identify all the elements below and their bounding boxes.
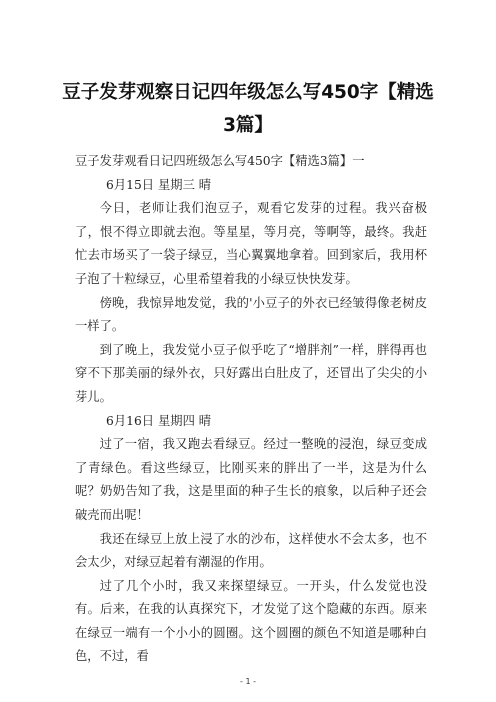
paragraph: 到了晚上，我发觉小豆子似乎吃了“增胖剂”一样，胖得再也穿不下那美丽的绿外衣，只好露出白肚皮了，还冒出了尖尖的小芽儿。 — [75, 342, 427, 404]
paragraph: 我还在绿豆上放上浸了水的沙布，这样使水不会太多，也不会太少，对绿豆起着有潮湿的作用。 — [75, 531, 427, 570]
paragraph-intro: 豆子发芽观看日记四班级怎么写450字【精选3篇】一 — [75, 154, 365, 168]
paragraph: 过了几个小时，我又来探望绿豆。一开头，什么发觉也没有。后来，在我的认真探究下，才发觉了这个隐藏的东西。原来在绿豆一端有一个小小的圆圈。这个圆圈的颜色不知道是哪种白色，不过，看 — [75, 578, 427, 664]
diary-date-june-16: 6月16日 星期四 晴 — [106, 413, 212, 428]
document-body — [75, 150, 427, 669]
paragraph: 今日，老师让我们泡豆子，观看它发芽的过程。我兴奋极了，恨不得立即就去泡。等星星，等月亮，等啊等，最终。我赶忙去市场买了一袋子绿豆，当心翼翼地拿着。回到家后，我用杯子泡了十粒绿豆，心里希望着我的小绿豆快快发芽。 — [75, 201, 427, 286]
page-number: - 1 - — [240, 677, 256, 686]
paragraph: 过了一宿，我又跑去看绿豆。经过一整晚的浸泡，绿豆变成了青绿色。看这些绿豆，比刚买来的胖出了一半，这是为什么呢？奶奶告知了我，这是里面的种子生长的痕象，以后种子还会破壳而出呢！ — [75, 437, 427, 522]
paragraph: 傍晚，我惊异地发觉，我的'小豆子的外衣已经皱得像老树皮一样了。 — [75, 295, 427, 334]
document-title: 豆子发芽观察日记四年级怎么写450字【精选3篇】 — [62, 82, 434, 136]
diary-date-june-15: 6月15日 星期三 晴 — [106, 177, 212, 192]
